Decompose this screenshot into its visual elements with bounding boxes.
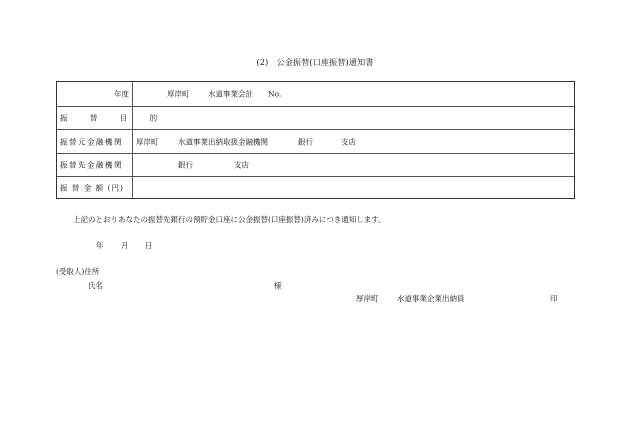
column-divider: [132, 130, 133, 153]
source-town: 厚岸町: [136, 137, 159, 146]
recipient-address-label: (受取人)住所: [56, 267, 100, 276]
column-divider: [132, 177, 133, 198]
issuer-town: 厚岸町: [356, 294, 379, 303]
source-branch: 支店: [341, 137, 356, 146]
notice-text: 上記のとおりあなたの振替先銀行の預貯金口座に公金振替(口座振替)済みにつき通知します。: [73, 215, 386, 224]
year-account: 水道事業会計: [208, 89, 253, 99]
amount-label: 振 替 金 額 (円): [60, 183, 124, 192]
destination-bank: 銀行: [178, 160, 193, 170]
source-bank-label: 振替元金融機関: [60, 137, 123, 146]
source-institution: 水道事業出納取扱金融機関: [178, 137, 268, 146]
destination-bank-label: 振替先金融機関: [60, 160, 123, 170]
issuer-seal: 印: [550, 294, 558, 303]
date-month: 月: [121, 241, 129, 250]
issuer-title: 水道事業企業出納員: [397, 294, 465, 303]
table-row-purpose: [57, 106, 574, 129]
recipient-name-label: 氏名: [88, 281, 103, 290]
year-town: 厚岸町: [167, 89, 190, 99]
source-bank: 銀行: [298, 137, 313, 146]
purpose-label: 振 替 目 的: [60, 113, 168, 123]
document-title: (2) 公金振替(口座振替)通知書: [256, 58, 374, 67]
year-label: 年度: [114, 89, 129, 99]
table-row-amount: [57, 176, 574, 198]
column-divider: [132, 154, 133, 176]
column-divider: [132, 82, 133, 106]
table-row-year: [57, 82, 574, 106]
table-row-source-bank: [57, 129, 574, 153]
date-year: 年: [96, 241, 104, 250]
destination-branch: 支店: [234, 160, 249, 170]
recipient-honorific: 様: [274, 281, 282, 290]
year-number: No.: [268, 89, 282, 99]
table-row-destination-bank: [57, 153, 574, 176]
date-day: 日: [145, 241, 153, 250]
transfer-form-table: [56, 81, 575, 199]
